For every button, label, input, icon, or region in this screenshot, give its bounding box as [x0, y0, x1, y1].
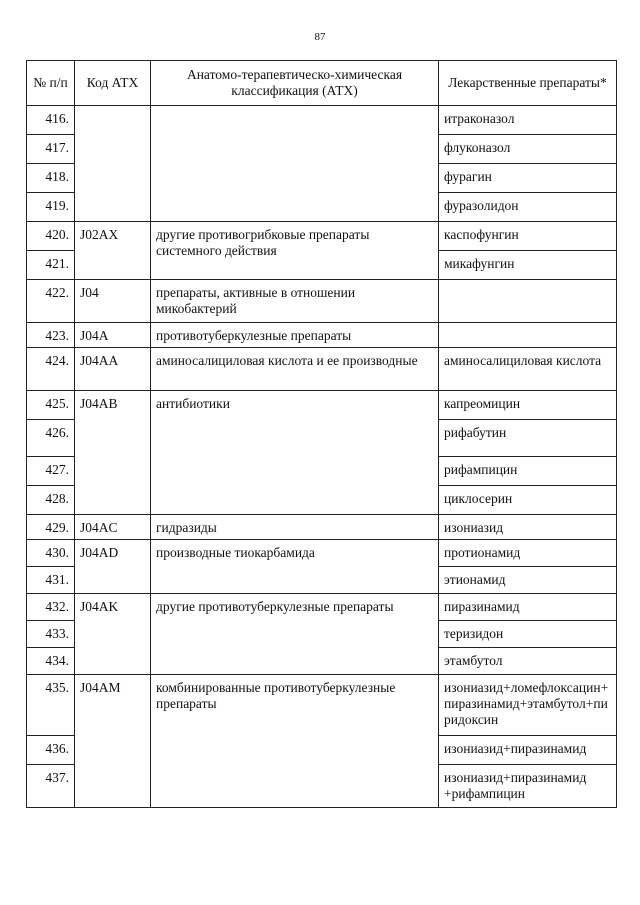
row-num: 434. [27, 648, 75, 675]
row-code: J04AB [75, 391, 151, 515]
row-classification [151, 106, 439, 222]
row-num: 437. [27, 765, 75, 808]
table-row [27, 280, 617, 323]
row-classification: гидразиды [151, 515, 439, 540]
row-classification: комбинированные противотуберкулезные препараты [151, 675, 439, 808]
row-code: J04AA [75, 348, 151, 391]
row-drug: аминосалициловая кислота [439, 348, 617, 391]
row-num: 435. [27, 675, 75, 736]
row-code: J04AK [75, 594, 151, 675]
row-drug: итраконазол [439, 106, 617, 135]
page-number: 87 [314, 31, 326, 43]
row-num: 436. [27, 736, 75, 765]
row-code [75, 106, 151, 222]
table-header-row [27, 61, 617, 106]
row-drug: изониазид [439, 515, 617, 540]
row-drug: протионамид [439, 540, 617, 567]
row-classification: аминосалициловая кислота и ее производные [151, 348, 439, 391]
row-num: 418. [27, 164, 75, 193]
row-num: 430. [27, 540, 75, 567]
row-drug: фурагин [439, 164, 617, 193]
row-num: 425. [27, 391, 75, 420]
row-code: J02AX [75, 222, 151, 280]
table-row [27, 323, 617, 348]
table-row [27, 222, 617, 251]
row-classification: другие противогрибковые препараты системного действия [151, 222, 439, 280]
table-row [27, 391, 617, 420]
row-classification: другие противотуберкулезные препараты [151, 594, 439, 675]
row-code: J04AC [75, 515, 151, 540]
row-drug: микафунгин [439, 251, 617, 280]
row-drug: флуконазол [439, 135, 617, 164]
row-num: 419. [27, 193, 75, 222]
row-classification: антибиотики [151, 391, 439, 515]
table-row [27, 594, 617, 621]
table-row [27, 348, 617, 391]
row-classification: препараты, активные в отношении микобактерий [151, 280, 439, 323]
row-num: 422. [27, 280, 75, 323]
row-num: 421. [27, 251, 75, 280]
row-drug: циклосерин [439, 486, 617, 515]
row-num: 429. [27, 515, 75, 540]
row-drug: изониазид+пиразинамид +рифампицин [439, 765, 617, 808]
table-row [27, 540, 617, 567]
row-drug: этионамид [439, 567, 617, 594]
row-num: 432. [27, 594, 75, 621]
header-classification: Анатомо-терапевтическо-химическая классификация (АТХ) [151, 61, 439, 106]
row-drug: рифабутин [439, 420, 617, 457]
table-row [27, 675, 617, 736]
header-code: Код АТХ [75, 61, 151, 106]
row-num: 426. [27, 420, 75, 457]
atx-drug-table [26, 60, 617, 808]
row-num: 420. [27, 222, 75, 251]
header-num: № п/п [27, 61, 75, 106]
table-row [27, 515, 617, 540]
row-code: J04 [75, 280, 151, 323]
row-classification: противотуберкулезные препараты [151, 323, 439, 348]
row-drug: теризидон [439, 621, 617, 648]
row-drug [439, 323, 617, 348]
row-num: 416. [27, 106, 75, 135]
row-drug [439, 280, 617, 323]
row-code: J04AD [75, 540, 151, 594]
row-code: J04A [75, 323, 151, 348]
row-num: 427. [27, 457, 75, 486]
row-drug: пиразинамид [439, 594, 617, 621]
header-drugs: Лекарственные препараты* [439, 61, 617, 106]
row-num: 428. [27, 486, 75, 515]
row-drug: фуразолидон [439, 193, 617, 222]
row-drug: изониазид+ломефлоксацин+пиразинамид+этамбутол+пиридоксин [439, 675, 617, 736]
row-num: 433. [27, 621, 75, 648]
row-drug: рифампицин [439, 457, 617, 486]
row-drug: каспофунгин [439, 222, 617, 251]
row-classification: производные тиокарбамида [151, 540, 439, 594]
row-code: J04AM [75, 675, 151, 808]
row-num: 424. [27, 348, 75, 391]
row-num: 431. [27, 567, 75, 594]
table-row [27, 106, 617, 135]
row-num: 423. [27, 323, 75, 348]
row-drug: изониазид+пиразинамид [439, 736, 617, 765]
row-num: 417. [27, 135, 75, 164]
row-drug: этамбутол [439, 648, 617, 675]
row-drug: капреомицин [439, 391, 617, 420]
